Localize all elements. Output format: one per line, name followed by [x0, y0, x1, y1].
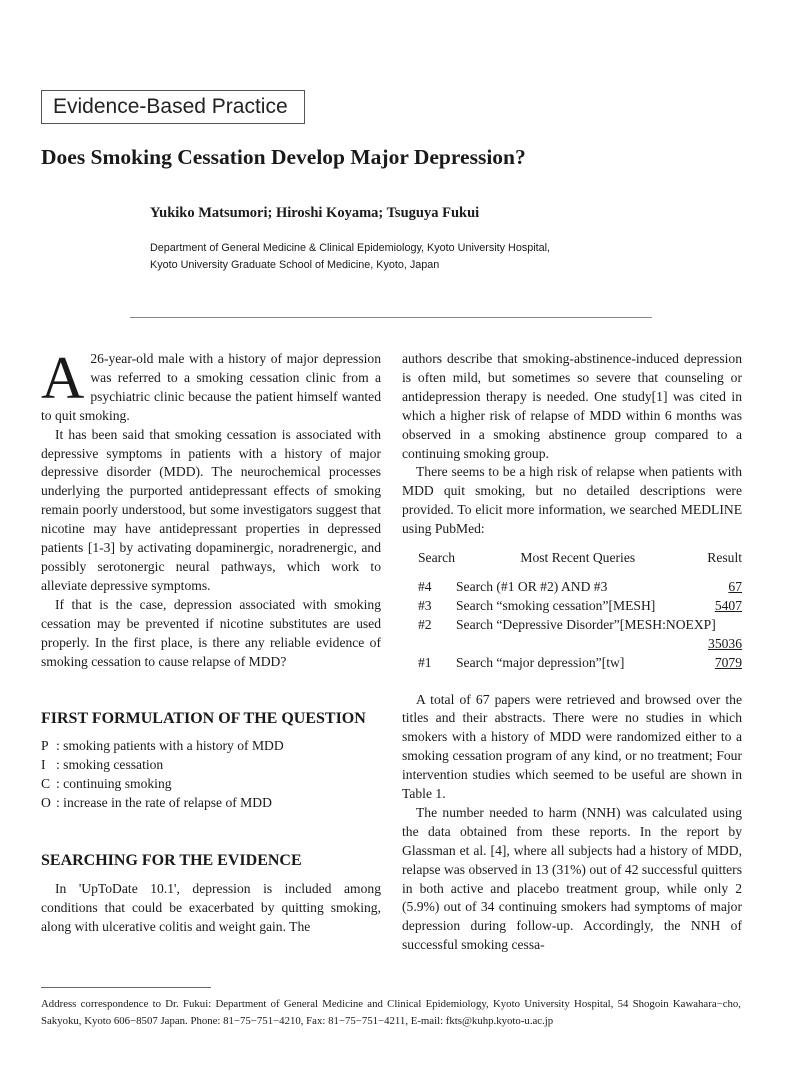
table-row — [402, 616, 742, 635]
affiliation-line: Kyoto University Graduate School of Medicine, Kyoto, Japan — [150, 259, 440, 271]
column-header: Most Recent Queries — [520, 550, 636, 566]
body-paragraph: If that is the case, depression associated with smoking cessation may be prevented if nicotine substitutes are used properly. In the first place, is there any reliable evidence of smoking cessation to cause relapse of MDD? — [41, 596, 381, 669]
query-number: #3 — [418, 597, 432, 613]
query-text: Search “Depressive Disorder”[MESH:NOEXP] — [456, 616, 716, 632]
pico-list — [41, 737, 381, 813]
author-list: Yukiko Matsumori; Hiroshi Koyama; Tsuguya Fukui — [150, 205, 480, 221]
table-header-row — [402, 549, 742, 578]
heading-formulation: FIRST FORMULATION OF THE QUESTION — [41, 710, 366, 728]
intro-paragraph — [41, 345, 381, 426]
heading-search: SEARCHING FOR THE EVIDENCE — [41, 852, 302, 870]
pico-text: : smoking cessation — [56, 757, 164, 773]
affiliation — [150, 240, 550, 274]
affiliation-line: Department of General Medicine & Clinical Epidemiology, Kyoto University Hospital, — [150, 242, 551, 254]
right-column — [402, 350, 742, 955]
pico-item — [41, 756, 381, 775]
pico-label: C — [41, 776, 51, 792]
table-row — [402, 597, 742, 616]
left-column — [41, 345, 381, 937]
drop-cap: A — [41, 345, 85, 411]
query-text: Search (#1 OR #2) AND #3 — [456, 578, 608, 594]
pico-label: O — [41, 795, 51, 811]
article-title: Does Smoking Cessation Develop Major Depression? — [41, 145, 526, 169]
query-number: #4 — [418, 578, 432, 594]
pico-item — [41, 775, 381, 794]
pico-label: I — [41, 757, 46, 773]
pubmed-search-table — [402, 549, 742, 672]
pico-item — [41, 737, 381, 756]
body-paragraph: A total of 67 papers were retrieved and browsed over the titles and their abstracts. There were no studies in which smokers with a history of MDD were randomized either to a smoking cessation program of any kind, or no treatment; Four intervention studies which seemed to be useful are shown in Table 1. — [402, 691, 742, 802]
table-row — [402, 578, 742, 597]
intro-text: 26-year-old male with a history of major depression was referred to a smoking cessation clinic from a psychiatric clinic because the patient himself wanted to quit smoking. — [41, 351, 381, 423]
correspondence-footnote: Address correspondence to Dr. Fukui: Department of General Medicine and Clinical Epidemiology, Kyoto University Hospital, 54 Shogoin Kawahara−cho, Sakyoku, Kyoto 606−8507 Japan. Phone: 81−75−751−4210, Fax: 81−75−751−4211, E-mail: fkts@kuhp.kyoto-u.ac.jp — [41, 998, 741, 1027]
pico-text: : continuing smoking — [56, 776, 172, 792]
pico-label: P — [41, 738, 49, 754]
body-paragraph: In 'UpToDate 10.1', depression is included among conditions that could be exacerbated by quitting smoking, along with ulcerative colitis and weight gain. The — [41, 881, 381, 934]
query-number: #1 — [418, 654, 432, 670]
column-header: Search — [418, 550, 455, 566]
footnote-divider — [41, 987, 211, 988]
query-result: 35036 — [708, 635, 742, 651]
table-row — [402, 654, 742, 673]
pico-text: : smoking patients with a history of MDD — [56, 738, 284, 754]
query-result: 5407 — [714, 597, 742, 613]
body-paragraph: The number needed to harm (NNH) was calculated using the data obtained from these reports. In the report by Glassman et al. [4], where all subjects had a history of MDD, relapse was observed in 13 (31%) out of 42 successful quitters in both active and placebo treatment group, while only 2 (5.9%) out of 34 continuing smokers had symptoms of major depression during follow-up. Accordingly, the NNH of successful smoking cessa- — [402, 804, 742, 953]
query-result: 7079 — [714, 654, 742, 670]
body-paragraph: authors describe that smoking-abstinence-induced depression is often mild, but sometimes so severe that counseling or antidepression therapy is needed. One study[1] was cited in which a higher risk of relapse of MDD within 6 months was observed in a smoking abstinence group compared to a continuing smoking group. — [402, 351, 742, 461]
pico-item — [41, 794, 381, 813]
query-text: Search “smoking cessation”[MESH] — [456, 597, 656, 613]
body-paragraph: There seems to be a high risk of relapse when patients with MDD quit smoking, but no detailed descriptions were provided. To elicit more information, we searched MEDLINE using PubMed: — [402, 464, 742, 537]
header-divider — [130, 317, 652, 318]
table-row — [402, 635, 742, 654]
query-number: #2 — [418, 616, 432, 632]
query-result: 67 — [728, 578, 742, 594]
column-header: Result — [707, 550, 742, 566]
pico-text: : increase in the rate of relapse of MDD — [56, 795, 272, 811]
query-text: Search “major depression”[tw] — [456, 654, 625, 670]
body-paragraph: It has been said that smoking cessation is associated with depressive symptoms in patients with a history of major depressive disorder (MDD). The neurochemical processes underlying the purported antidepressant effects of smoking remain poorly understood, but some investigators suggest that nicotine may have antidepressant properties in depressed patients [1-3] by activating dopaminergic, noradrenergic, and possibly serotonergic neural pathways, which work to alleviate depressive symptoms. — [41, 426, 381, 593]
section-label: Evidence-Based Practice — [41, 90, 305, 124]
